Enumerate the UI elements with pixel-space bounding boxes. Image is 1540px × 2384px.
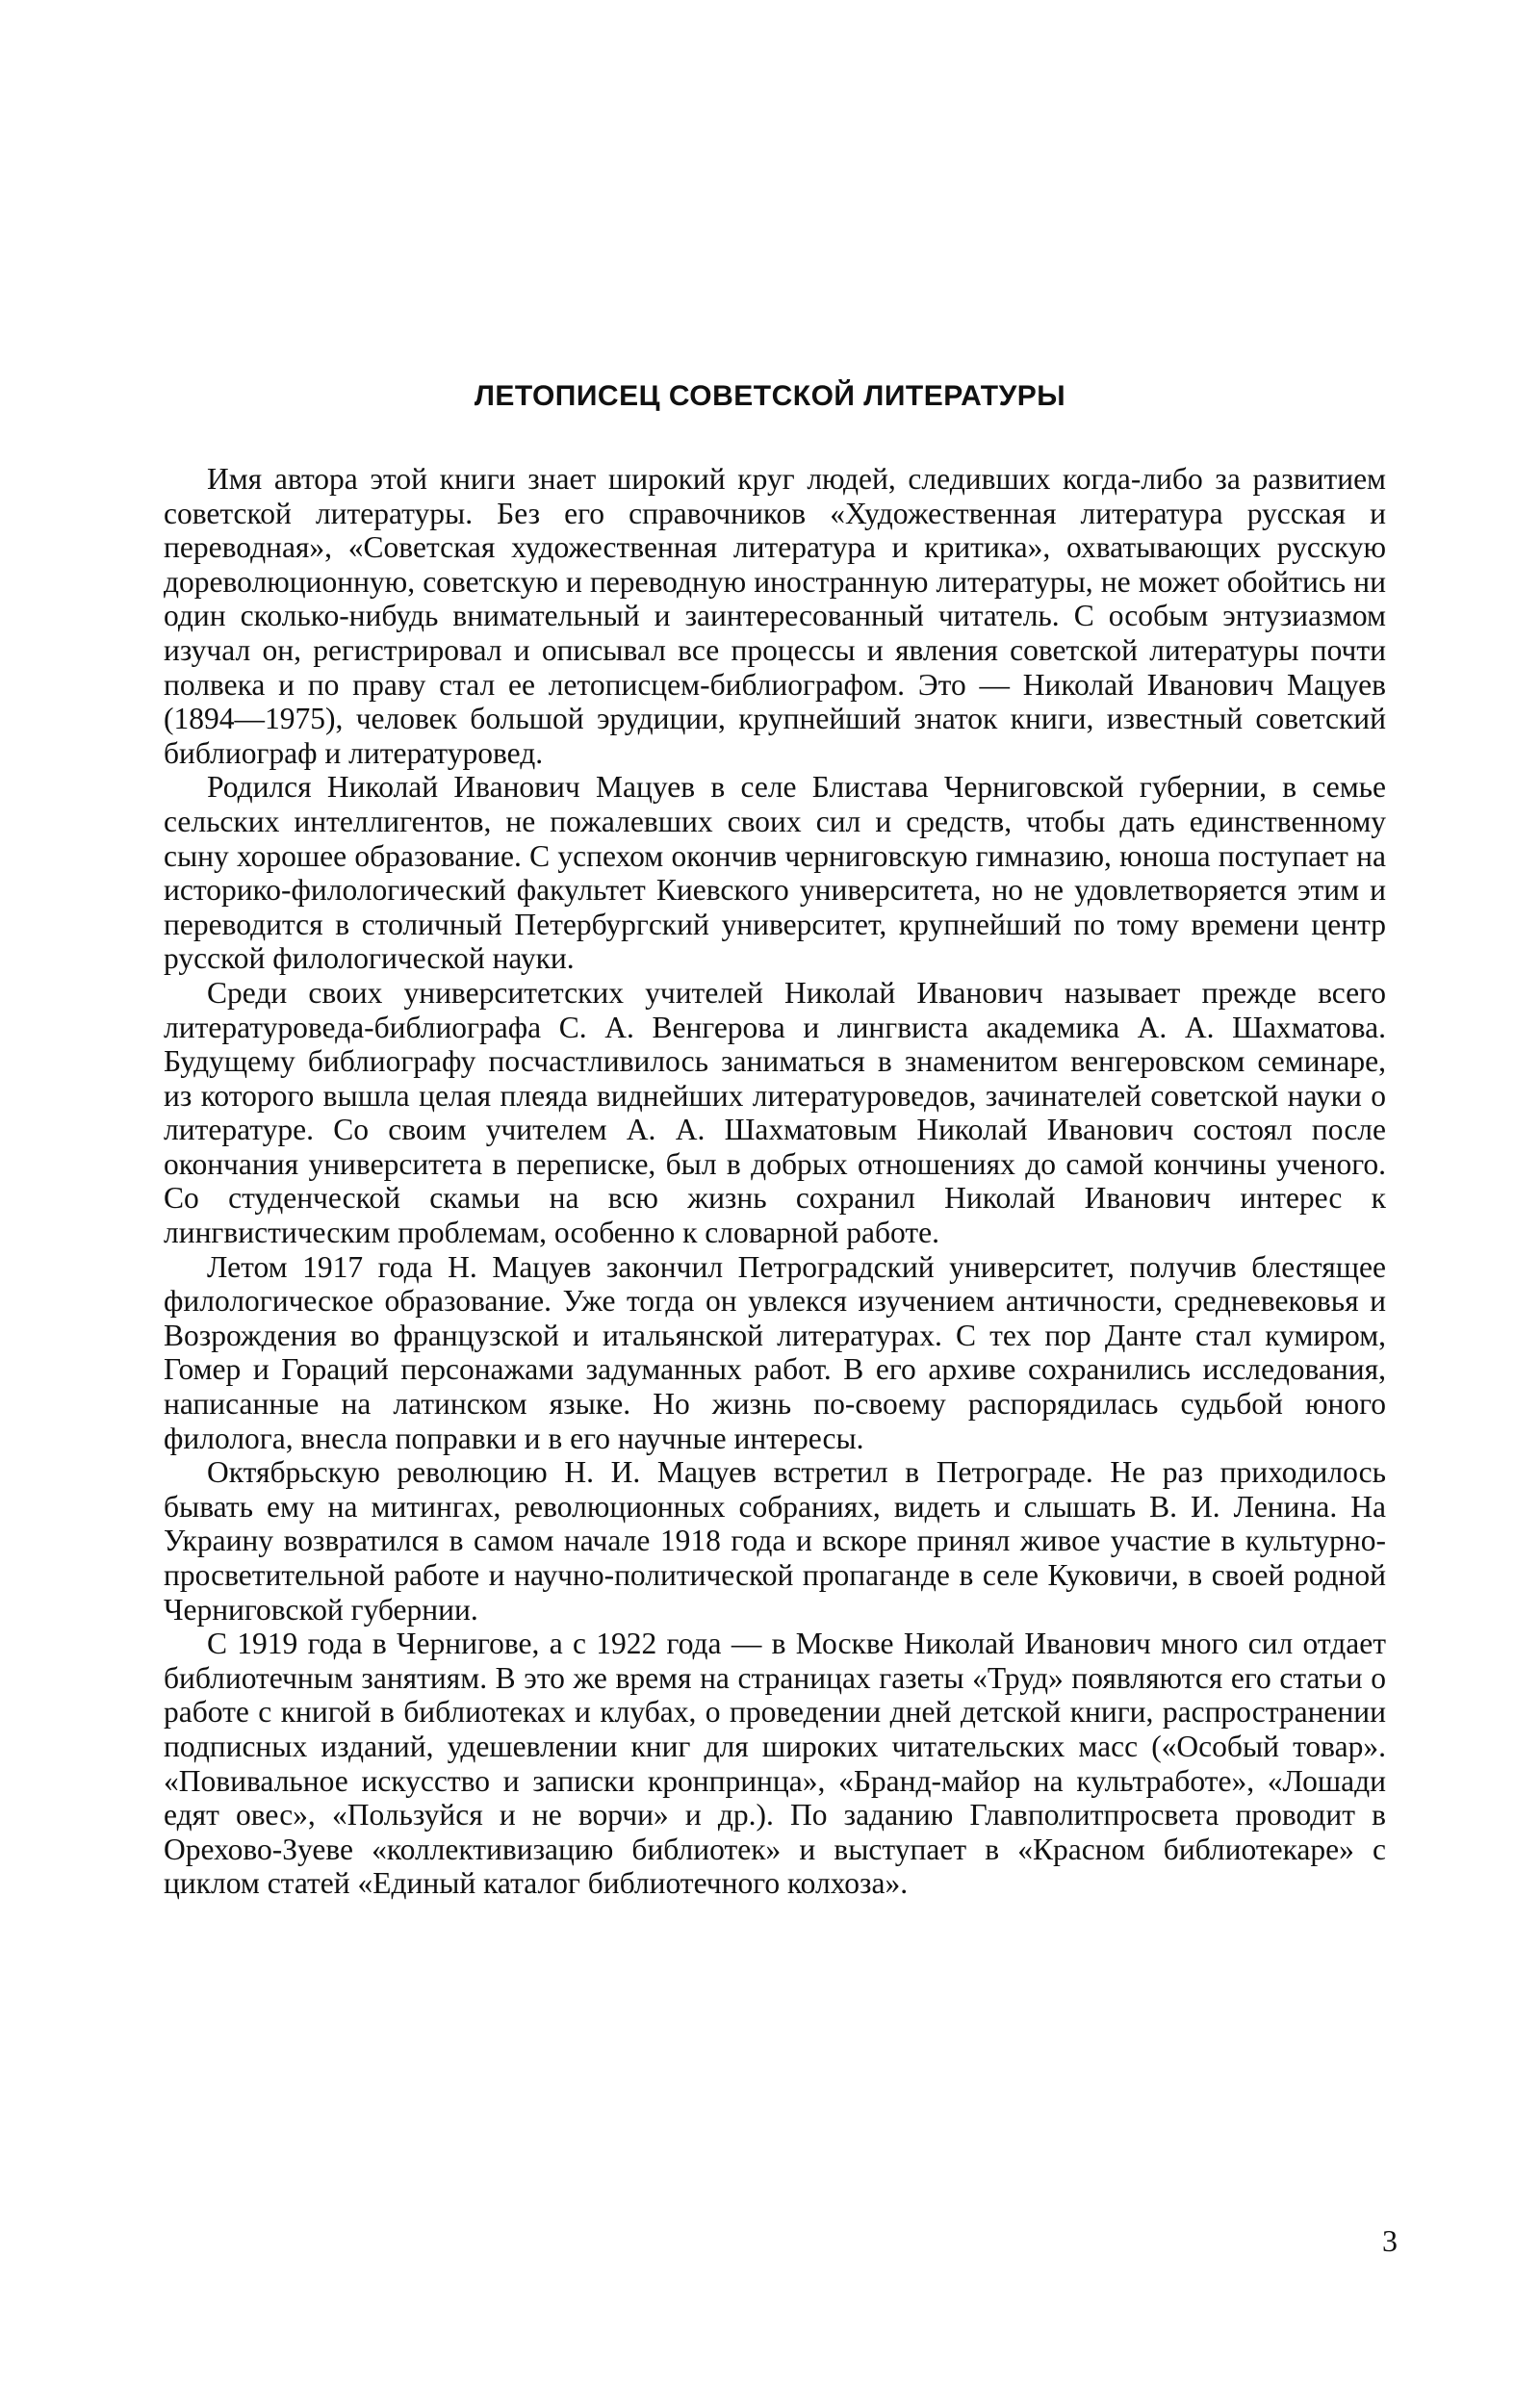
paragraph-6: С 1919 года в Чернигове, а с 1922 года — в Москве Николай Иванович много сил отдает библиотечным занятиям. В это же время на страницах газеты «Труд» появляются его статьи о работе с книгой в библиотеках и клубах, о проведении дней детской книги, распространении подписных изданий, удешевлении книг для широких читательских масс («Особый товар». «Повивальное искусство и записки кронпринца», «Бранд-майор на культработе», «Лошади едят овес», «Пользуйся и не ворчи» и др.). По заданию Главполитпросвета проводит в Орехово-Зуеве «коллективизацию библиотек» и выступает в «Красном библиотекаре» с циклом статей «Единый каталог библиотечного колхоза». xyxy=(164,1627,1386,1901)
chapter-body xyxy=(164,462,1386,1901)
paragraph-3: Среди своих университетских учителей Николай Иванович называет прежде всего литературоведа-библиографа С. А. Венгерова и лингвиста академика А. А. Шахматова. Будущему библиографу посчастливилось заниматься в знаменитом венгеровском семинаре, из которого вышла целая плеяда виднейших литературоведов, зачинателей советской науки о литературе. Со своим учителем А. А. Шахматовым Николай Иванович состоял после окончания университета в переписке, был в добрых отношениях до самой кончины ученого. Со студенческой скамьи на всю жизнь сохранил Николай Иванович интерес к лингвистическим проблемам, особенно к словарной работе. xyxy=(164,975,1386,1250)
chapter-title: ЛЕТОПИСЕЦ СОВЕТСКОЙ ЛИТЕРАТУРЫ xyxy=(474,380,1066,412)
paragraph-5: Октябрьскую революцию Н. И. Мацуев встретил в Петрограде. Не раз приходилось бывать ему на митингах, революционных собраниях, видеть и слышать В. И. Ленина. На Украину возвратился в самом начале 1918 года и вскоре принял живое участие в культурно-просветительной работе и научно-политической пропаганде в селе Куковичи, в своей родной Черниговской губернии. xyxy=(164,1455,1386,1627)
paragraph-2: Родился Николай Иванович Мацуев в селе Блистава Черниговской губернии, в семье сельских интеллигентов, не пожалевших своих сил и средств, чтобы дать единственному сыну хорошее образование. С успехом окончив черниговскую гимназию, юноша поступает на историко-филологический факультет Киевского университета, но не удовлетворяется этим и переводится в столичный Петербургский университет, крупнейший по тому времени центр русской филологической науки. xyxy=(164,770,1386,976)
page-number: 3 xyxy=(1382,2223,1398,2258)
paragraph-1: Имя автора этой книги знает широкий круг людей, следивших когда-либо за развитием советской литературы. Без его справочников «Художественная литература русская и переводная», «Советская художественная литература и критика», охватывающих русскую дореволюционную, советскую и переводную иностранную литературы, не может обойтись ни один сколько-нибудь внимательный и заинтересованный читатель. С особым энтузиазмом изучал он, регистрировал и описывал все процессы и явления советской литературы почти полвека и по праву стал ее летописцем-библиографом. Это — Николай Иванович Мацуев (1894—1975), человек большой эрудиции, крупнейший знаток книги, известный советский библиограф и литературовед. xyxy=(164,462,1386,770)
paragraph-4: Летом 1917 года Н. Мацуев закончил Петроградский университет, получив блестящее филологическое образование. Уже тогда он увлекся изучением античности, средневековья и Возрождения во французской и итальянской литературах. С тех пор Данте стал кумиром, Гомер и Гораций персонажами задуманных работ. В его архиве сохранились исследования, написанные на латинском языке. Но жизнь по-своему распорядилась судьбой юного филолога, внесла поправки и в его научные интересы. xyxy=(164,1249,1386,1455)
